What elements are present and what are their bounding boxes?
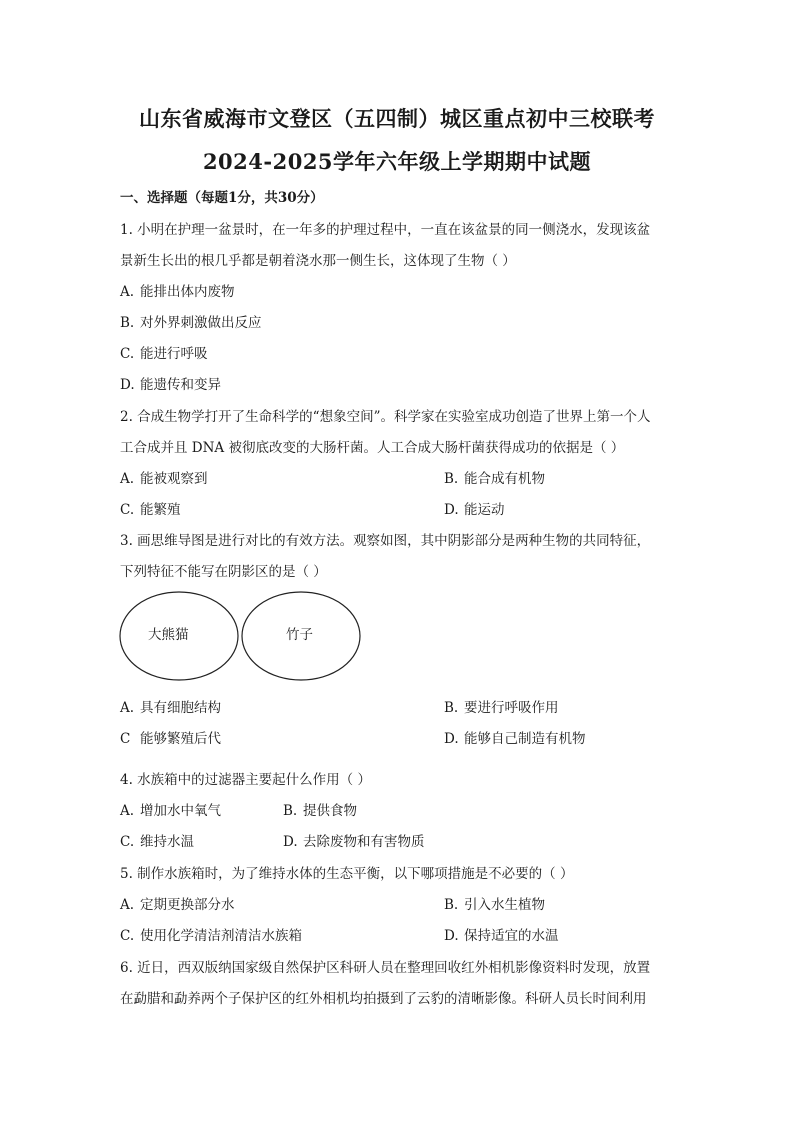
option-text: 保持适宜的水温 (464, 928, 559, 944)
option-text: 能繁殖 (140, 502, 181, 518)
option-text: 对外界刺激做出反应 (140, 315, 262, 331)
option-letter: A. (120, 284, 135, 300)
option-letter: C. (120, 834, 135, 850)
option-letter: C. (120, 502, 135, 518)
option-letter: A. (120, 700, 135, 716)
q3-stem-line1: 3. 画思维导图是进行对比的有效方法。观察如图，其中阴影部分是两种生物的共同特征， (120, 533, 651, 549)
option-text: 维持水温 (140, 834, 194, 850)
option-letter: D. (283, 834, 298, 850)
q4-option-d[interactable] (283, 830, 425, 850)
exam-title-line2: 2024-2025学年六年级上学期期中试题 (202, 149, 592, 174)
q2-option-b[interactable] (444, 467, 545, 487)
option-text: 提供食物 (303, 803, 357, 819)
option-text: 去除废物和有害物质 (303, 834, 425, 850)
q1-option-a[interactable] (120, 280, 235, 300)
q3-option-c[interactable] (120, 727, 221, 747)
q2-stem-line2: 工合成并且 DNA 被彻底改变的大肠杆菌。人工合成大肠杆菌获得成功的依据是（ ） (120, 440, 625, 456)
option-text: 能遗传和变异 (140, 377, 221, 393)
option-text: 能被观察到 (140, 471, 208, 487)
option-text: 增加水中氧气 (140, 803, 221, 819)
option-text: 能够自己制造有机物 (464, 731, 586, 747)
option-letter: A. (120, 803, 135, 819)
option-letter: D. (444, 731, 459, 747)
option-text: 具有细胞结构 (140, 700, 221, 716)
option-letter: D. (120, 377, 135, 393)
option-letter: C. (120, 928, 135, 944)
option-letter: B. (444, 897, 459, 913)
option-text: 使用化学清洁剂清洁水族箱 (140, 928, 302, 944)
option-text: 能合成有机物 (464, 471, 545, 487)
q1-stem-line1: 1. 小明在护理一盆景时，在一年多的护理过程中，一直在该盆景的同一侧浇水，发现该盆 (120, 222, 651, 238)
option-text: 能够繁殖后代 (140, 731, 221, 747)
option-text: 定期更换部分水 (140, 897, 235, 913)
q5-option-a[interactable] (120, 893, 235, 913)
exam-title-line1: 山东省威海市文登区（五四制）城区重点初中三校联考 (139, 106, 655, 131)
option-letter: C (120, 731, 131, 747)
option-letter: B. (283, 803, 298, 819)
option-letter: A. (120, 471, 135, 487)
option-letter: B. (444, 700, 459, 716)
q2-stem-line1: 2. 合成生物学打开了生命科学的“想象空间”。科学家在实验室成功创造了世界上第一个人 (120, 409, 651, 425)
q2-option-d[interactable] (444, 498, 505, 518)
option-letter: B. (444, 471, 459, 487)
q4-option-c[interactable] (120, 830, 194, 850)
q5-stem-line1: 5. 制作水族箱时，为了维持水体的生态平衡，以下哪项措施是不必要的（ ） (120, 866, 574, 882)
q3-option-d[interactable] (444, 727, 586, 747)
option-letter: B. (120, 315, 135, 331)
option-letter: C. (120, 346, 135, 362)
q3-option-a[interactable] (120, 696, 221, 716)
venn-diagram (118, 590, 368, 682)
q6-stem-line2: 在勐腊和勐养两个子保护区的红外相机均拍摄到了云豹的清晰影像。科研人员长时间利用 (120, 991, 647, 1007)
q4-stem-line1: 4. 水族箱中的过滤器主要起什么作用（ ） (120, 772, 371, 788)
option-text: 能排出体内废物 (140, 284, 235, 300)
q1-stem-line2: 景新生长出的根几乎都是朝着浇水那一侧生长，这体现了生物（ ） (120, 253, 516, 269)
option-text: 要进行呼吸作用 (464, 700, 559, 716)
q1-option-b[interactable] (120, 311, 262, 331)
option-text: 引入水生植物 (464, 897, 545, 913)
q3-option-b[interactable] (444, 696, 559, 716)
q3-stem-line2: 下列特征不能写在阴影区的是（ ） (120, 564, 327, 580)
q5-option-d[interactable] (444, 924, 559, 944)
q4-option-b[interactable] (283, 799, 357, 819)
q4-option-a[interactable] (120, 799, 221, 819)
q5-option-c[interactable] (120, 924, 302, 944)
q2-option-a[interactable] (120, 467, 208, 487)
option-letter: A. (120, 897, 135, 913)
option-text: 能运动 (464, 502, 505, 518)
option-letter: D. (444, 502, 459, 518)
option-text: 能进行呼吸 (140, 346, 208, 362)
q2-option-c[interactable] (120, 498, 181, 518)
q6-stem-line1: 6. 近日，西双版纳国家级自然保护区科研人员在整理回收红外相机影像资料时发现，放置 (120, 960, 651, 976)
option-letter: D. (444, 928, 459, 944)
q1-option-c[interactable] (120, 342, 208, 362)
venn-right-label: 竹子 (286, 627, 313, 643)
q1-option-d[interactable] (120, 373, 221, 393)
venn-left-label: 大熊猫 (148, 627, 189, 643)
section-heading: 一、选择题（每题1分，共30分） (120, 190, 324, 206)
q5-option-b[interactable] (444, 893, 545, 913)
